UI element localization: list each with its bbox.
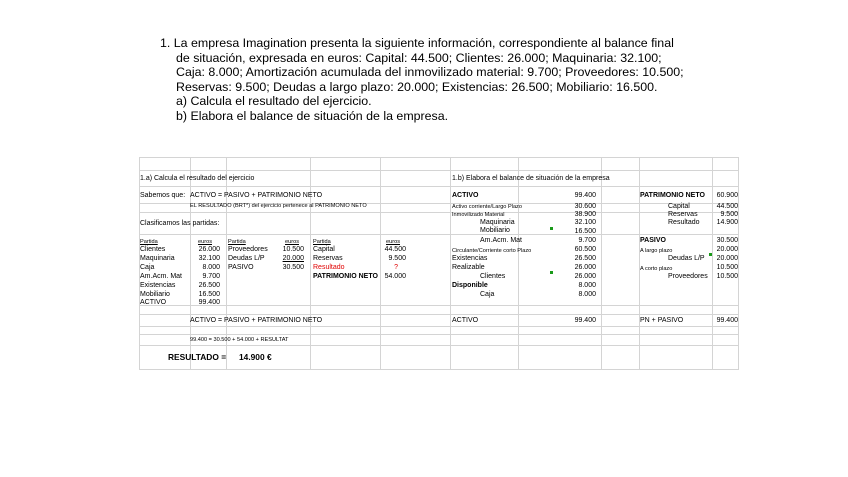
- balance-row-value: 60.500: [574, 246, 596, 253]
- equation-bottom: ACTIVO = PASIVO + PATRIMONIO NETO: [190, 317, 323, 324]
- balance-row-label: A corto plazo: [640, 266, 673, 272]
- activo-head-val: euros: [198, 239, 212, 245]
- equation-numbers: 99.400 = 30.500 + 54.000 + RESULTAT: [190, 337, 289, 343]
- balance-row-label: Am.Acm. Mat: [480, 237, 523, 244]
- part-b-title: 1.b) Elabora el balance de situación de la empresa: [452, 175, 610, 182]
- balance-row-value: 20.000: [716, 246, 738, 253]
- pn-total-label: PATRIMONIO NETO: [313, 273, 378, 280]
- balance-row-label: Maquinaria: [480, 219, 515, 226]
- balance-row-label: Resultado: [668, 219, 700, 226]
- balance-row-value: 26.500: [574, 255, 596, 262]
- activo-row-value: 32.100: [198, 255, 220, 262]
- activo-row-label: Mobiliario: [140, 291, 170, 298]
- balance-row-label: Proveedores: [668, 273, 708, 280]
- cell-comment-marker: [709, 253, 712, 256]
- balance-row-label: Caja: [480, 291, 495, 298]
- balance-row-label: A largo plazo: [640, 248, 673, 254]
- activo-row-label: Caja: [140, 264, 155, 271]
- activo-row-value: 9.700: [202, 273, 220, 280]
- balance-row-value: 44.500: [716, 203, 738, 210]
- part-a-title: 1.a) Calcula el resultado del ejercicio: [140, 175, 255, 182]
- balance-row-value: 26.000: [574, 273, 596, 280]
- activo-row-label: Clientes: [140, 246, 166, 253]
- balance-row-label: Clientes: [480, 273, 506, 280]
- pasivo-row-value: 20.000: [282, 255, 304, 262]
- pn-label: PATRIMONIO NETO: [640, 192, 705, 199]
- balance-row-label: Inmovilizado Material: [452, 212, 505, 218]
- balance-row-value: 26.000: [574, 264, 596, 271]
- pasivo-head-val: euros: [285, 239, 299, 245]
- balance-row-label: Mobiliario: [480, 227, 510, 234]
- activo-row-value: 16.500: [198, 291, 220, 298]
- balance-row-value: 14.900: [716, 219, 738, 226]
- problem-line-4: Reservas: 9.500; Deudas a largo plazo: 20.000; Existencias: 26.500; Mobiliario: 16.500.: [176, 79, 658, 94]
- activo-row-value: 8.000: [202, 264, 220, 271]
- resultado-value: 14.900 €: [239, 352, 272, 362]
- pn-row-value: 44.500: [384, 246, 406, 253]
- total-pn-label: PN + PASIVO: [640, 317, 684, 324]
- balance-row-value: 16.500: [574, 228, 596, 235]
- pn-head: Partida: [313, 239, 331, 245]
- activo-value: 99.400: [574, 192, 596, 199]
- balance-row-value: 10.500: [716, 273, 738, 280]
- balance-row-value: 20.000: [716, 255, 738, 262]
- activo-total-label: ACTIVO: [140, 299, 167, 306]
- balance-row-label: Reservas: [668, 211, 698, 218]
- activo-row-label: Am.Acm. Mat: [140, 273, 183, 280]
- pn-row-label: Resultado: [313, 264, 345, 271]
- pasivo-total-value: 30.500: [282, 264, 304, 271]
- balance-row-value: 9.700: [578, 237, 596, 244]
- pn-row-label: Reservas: [313, 255, 343, 262]
- pasivo-row-label: Deudas L/P: [228, 255, 265, 262]
- pn-row-value: 9.500: [388, 255, 406, 262]
- pasivo-total-label: PASIVO: [228, 264, 254, 271]
- balance-row-value: 10.500: [716, 264, 738, 271]
- balance-row-label: Activo corriente/Largo Plazo: [452, 204, 522, 210]
- problem-line-2: de situación, expresada en euros: Capital: 44.500; Clientes: 26.000; Maquinaria: 32.100;: [176, 50, 662, 65]
- balance-row-value: 32.100: [574, 219, 596, 226]
- balance-row-value: 8.000: [578, 291, 596, 298]
- pasivo-head: Partida: [228, 239, 246, 245]
- pasivo-row-value: 10.500: [282, 246, 304, 253]
- cell-comment-marker: [550, 271, 553, 274]
- balance-row-value: 9.500: [720, 211, 738, 218]
- balance-row-label: Circulante/Corriente corto Plazo: [452, 248, 532, 254]
- cell-comment-marker: [550, 227, 553, 230]
- resultado-label: RESULTADO =: [168, 352, 227, 362]
- problem-line-6: b) Elabora el balance de situación de la empresa.: [176, 108, 449, 123]
- activo-head: Partida: [140, 239, 158, 245]
- balance-row-value: 30.600: [574, 203, 596, 210]
- pn-value: 60.900: [716, 192, 738, 199]
- balance-row-label: Existencias: [452, 255, 488, 262]
- balance-row-value: 38.900: [574, 211, 596, 218]
- balance-row-value: 8.000: [578, 282, 596, 289]
- activo-row-value: 26.500: [198, 282, 220, 289]
- total-activo-value: 99.400: [574, 317, 596, 324]
- activo-row-value: 26.000: [198, 246, 220, 253]
- pasivo-value: 30.500: [716, 237, 738, 244]
- pn-row-value: ?: [394, 264, 398, 271]
- activo-row-label: Existencias: [140, 282, 176, 289]
- sabemos-label: Sabemos que:: [140, 192, 186, 199]
- problem-line-1: 1. La empresa Imagination presenta la siguiente información, correspondiente al balance final: [160, 36, 674, 50]
- pn-head-val: euros: [386, 239, 400, 245]
- result-note: EL RESULTADO (BRT*) del ejercicio pertenece al PATRIMONIO NETO: [190, 203, 367, 209]
- problem-line-5: a) Calcula el resultado del ejercicio.: [176, 94, 372, 109]
- pn-row-label: Capital: [313, 246, 335, 253]
- balance-row-label: Capital: [668, 203, 690, 210]
- clasificamos-label: Clasificamos las partidas:: [140, 220, 220, 227]
- pasivo-label: PASIVO: [640, 237, 666, 244]
- activo-total-value: 99.400: [198, 299, 220, 306]
- total-activo-label: ACTIVO: [452, 317, 479, 324]
- activo-label: ACTIVO: [452, 192, 479, 199]
- activo-row-label: Maquinaria: [140, 255, 175, 262]
- equation-header: ACTIVO = PASIVO + PATRIMONIO NETO: [190, 192, 323, 199]
- balance-row-label: Deudas L/P: [668, 255, 705, 262]
- pasivo-row-label: Proveedores: [228, 246, 268, 253]
- problem-line-3: Caja: 8.000; Amortización acumulada del inmovilizado material: 9.700; Proveedores: 10.500;: [176, 65, 684, 80]
- balance-row-label: Realizable: [452, 264, 485, 271]
- pn-total-value: 54.000: [384, 273, 406, 280]
- balance-row-label: Disponible: [452, 282, 488, 289]
- total-pn-value: 99.400: [716, 317, 738, 324]
